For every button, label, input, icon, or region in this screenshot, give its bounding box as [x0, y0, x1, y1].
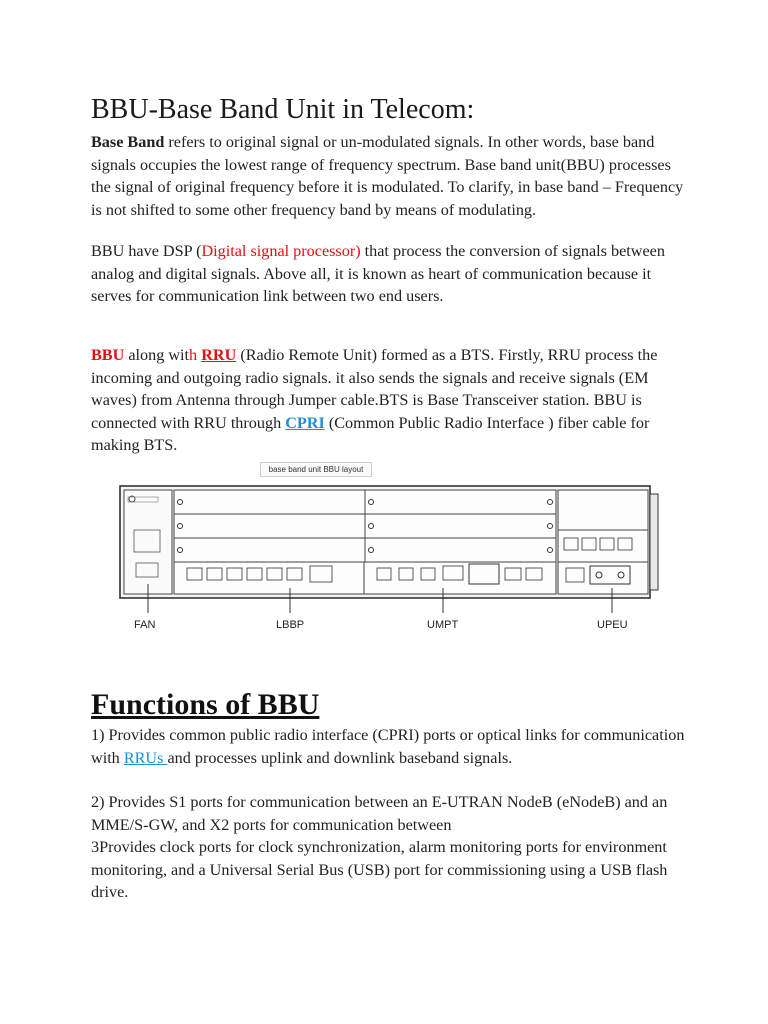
rru-link[interactable]: RRU: [201, 346, 237, 364]
rru-h: h: [189, 346, 198, 364]
diagram-caption: base band unit BBU layout: [260, 462, 372, 477]
dsp-suffix: that process the conversion of signals between analog and digital signals. Above all, it is known as heart of communication because it serves for communication link between two end users.: [91, 242, 665, 306]
dsp-prefix: BBU have DSP (: [91, 242, 202, 260]
intro-text: refers to original signal or un-modulated signals. In other words, base band signals occupies the lowest range of frequency spectrum. Base band unit(BBU) processes the signal of original frequency before it is modulated. To clarify, in base band – Frequency is not shifted to some other frequency band by means of modulating.: [91, 133, 684, 219]
function-item-3: 3Provides clock ports for clock synchronization, alarm monitoring ports for environment monitoring, and a Universal Serial Bus (USB) port for commissioning using a USB flash drive.: [91, 838, 668, 902]
rru-paragraph: [91, 344, 691, 457]
lbbp-board: [174, 562, 364, 594]
item1-suffix: and processes uplink and downlink baseband signals.: [167, 748, 513, 767]
intro-paragraph: [91, 131, 691, 221]
item1-prefix: 1) Provides common public radio interface (CPRI) ports or optical links for communication with: [91, 726, 685, 767]
umpt-board: [364, 562, 556, 594]
base-band-term: Base Band: [91, 133, 165, 151]
rrus-link[interactable]: RRUs: [123, 748, 168, 767]
fan-module: [124, 490, 172, 594]
functions-heading: Functions of BBU: [91, 688, 320, 721]
bbu-term: BBU: [91, 346, 125, 364]
function-item-2: 2) Provides S1 ports for communication between an E-UTRAN NodeB (eNodeB) and an MME/S-GW, and X2 ports for communication between: [91, 793, 668, 834]
upeu-label: UPEU: [597, 619, 628, 631]
fan-label: FAN: [134, 619, 156, 631]
dsp-paragraph: [91, 240, 691, 308]
function-item-1: [91, 724, 691, 769]
lbbp-label: LBBP: [276, 619, 305, 631]
upeu-board: [558, 562, 648, 594]
rru-mid: (Radio Remote Unit) formed as a BTS. Firstly, RRU process the incoming and outgoing radio signals. it also sends the signals and receive signals (EM waves) from Antenna through Jumper cable.BTS is Base Transceiver station. BBU is connected with RRU through: [91, 346, 658, 432]
rru-end: (Common Public Radio Interface ) fiber cable for making BTS.: [91, 413, 650, 455]
dsp-highlight: Digital signal processor): [201, 242, 361, 260]
umpt-label: UMPT: [427, 619, 459, 631]
rru-along: along wit: [124, 346, 190, 364]
page-title: BBU-Base Band Unit in Telecom:: [91, 94, 475, 125]
cpri-link[interactable]: CPRI: [285, 413, 325, 432]
bbu-layout-diagram: [112, 458, 672, 648]
